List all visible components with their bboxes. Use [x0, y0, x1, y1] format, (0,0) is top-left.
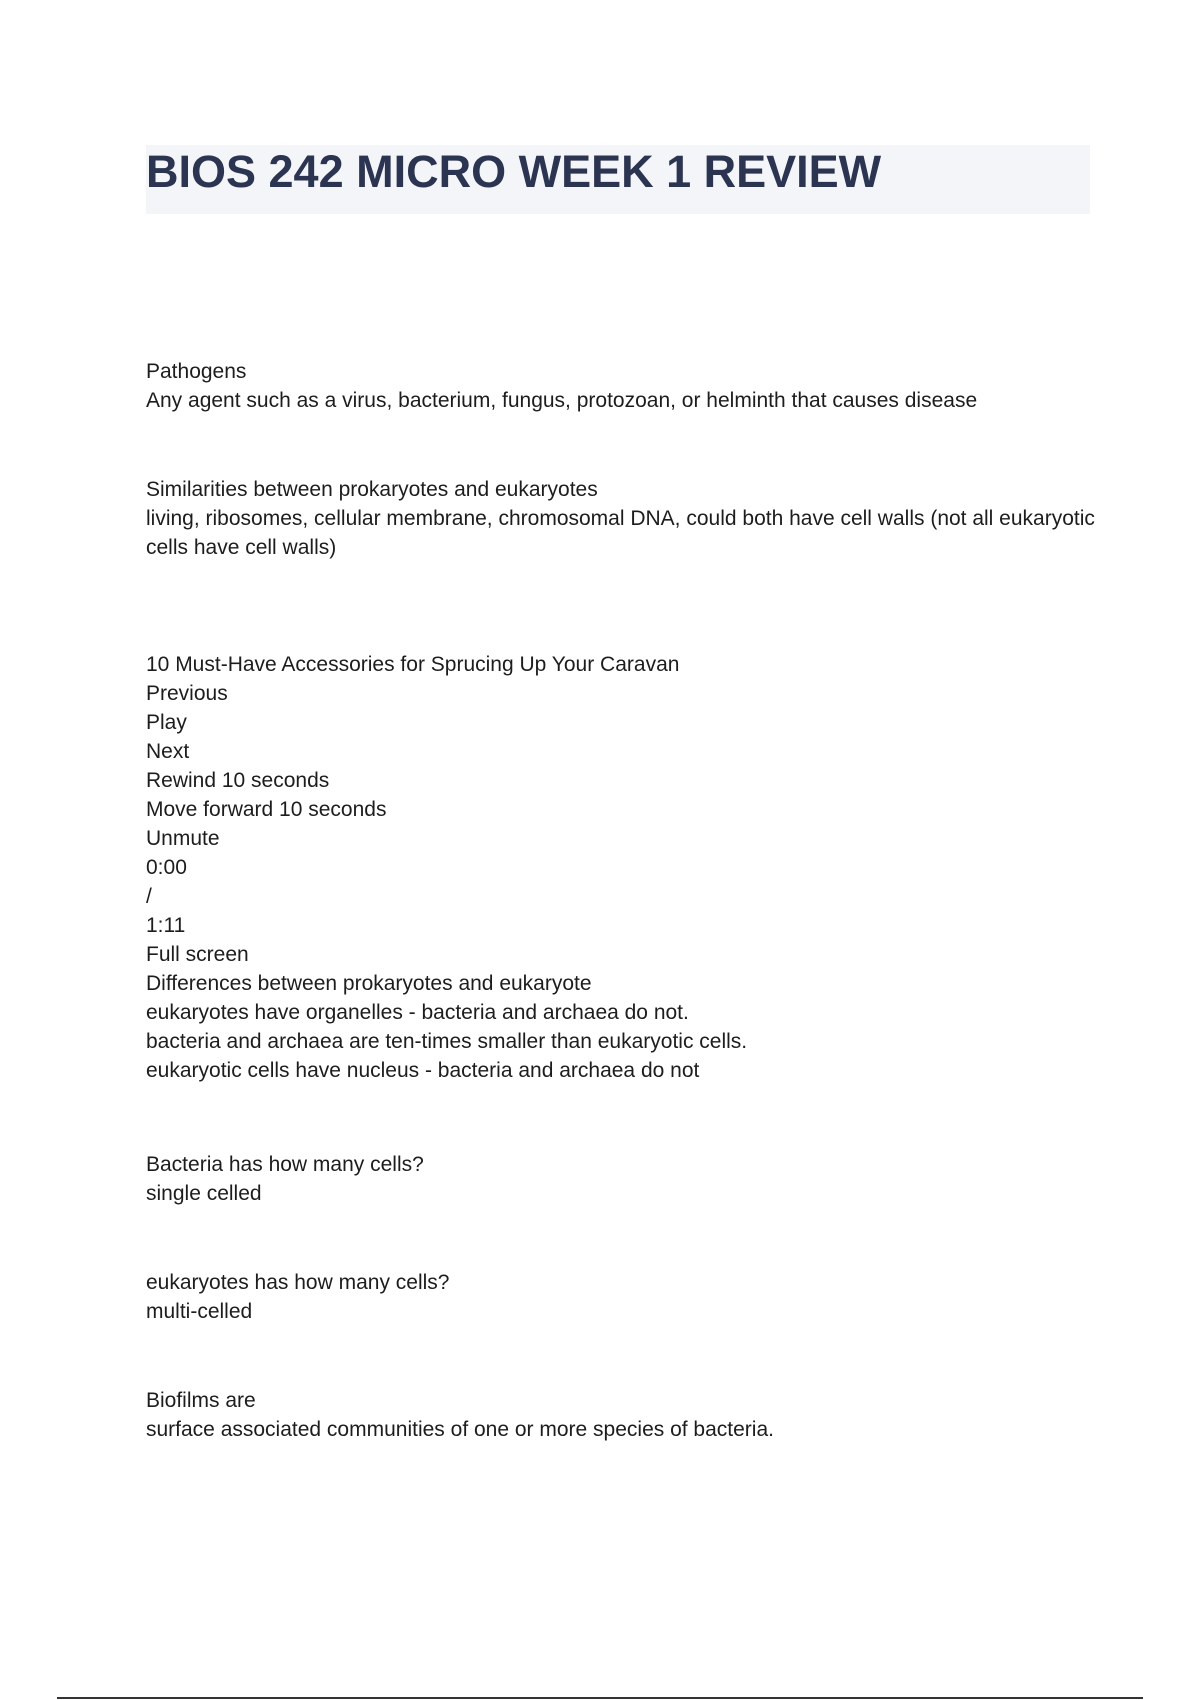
- card-pathogens: [146, 357, 1096, 415]
- card-definition-line: eukaryotic cells have nucleus - bacteria and archaea do not: [146, 1059, 700, 1082]
- video-headline[interactable]: 10 Must-Have Accessories for Sprucing Up Your Caravan: [146, 653, 680, 676]
- previous-button[interactable]: Previous: [146, 682, 228, 705]
- next-button[interactable]: Next: [146, 740, 190, 763]
- current-time: 0:00: [146, 856, 187, 879]
- card-term: Similarities between prokaryotes and eukaryotes: [146, 478, 598, 501]
- card-term: Differences between prokaryotes and eukaryote: [146, 972, 592, 995]
- page-title: BIOS 242 MICRO WEEK 1 REVIEW: [146, 146, 882, 197]
- video-player-text: [146, 650, 1096, 1085]
- play-button[interactable]: Play: [146, 711, 187, 734]
- card-term: Bacteria has how many cells?: [146, 1153, 424, 1176]
- card-definition: living, ribosomes, cellular membrane, chromosomal DNA, could both have cell walls (not all eukaryotic cells have cell walls): [146, 507, 1095, 559]
- card-definition: single celled: [146, 1182, 262, 1205]
- rewind-button[interactable]: Rewind 10 seconds: [146, 769, 330, 792]
- card-biofilms: [146, 1386, 1096, 1444]
- card-definition-line: eukaryotes have organelles - bacteria and archaea do not.: [146, 1001, 689, 1024]
- forward-button[interactable]: Move forward 10 seconds: [146, 798, 387, 821]
- card-definition: surface associated communities of one or more species of bacteria.: [146, 1418, 774, 1441]
- duration: 1:11: [146, 914, 186, 937]
- time-separator: /: [146, 885, 152, 908]
- footer-divider: [57, 1697, 1143, 1699]
- card-eukaryotes-cells: [146, 1268, 1096, 1326]
- card-bacteria-cells: [146, 1150, 1096, 1208]
- card-term: eukaryotes has how many cells?: [146, 1271, 450, 1294]
- card-term: Pathogens: [146, 360, 247, 383]
- fullscreen-button[interactable]: Full screen: [146, 943, 249, 966]
- card-definition: Any agent such as a virus, bacterium, fungus, protozoan, or helminth that causes disease: [146, 389, 978, 412]
- card-term: Biofilms are: [146, 1389, 256, 1412]
- card-similarities: [146, 475, 1096, 562]
- card-definition: multi-celled: [146, 1300, 253, 1323]
- unmute-button[interactable]: Unmute: [146, 827, 220, 850]
- card-definition-line: bacteria and archaea are ten-times smaller than eukaryotic cells.: [146, 1030, 748, 1053]
